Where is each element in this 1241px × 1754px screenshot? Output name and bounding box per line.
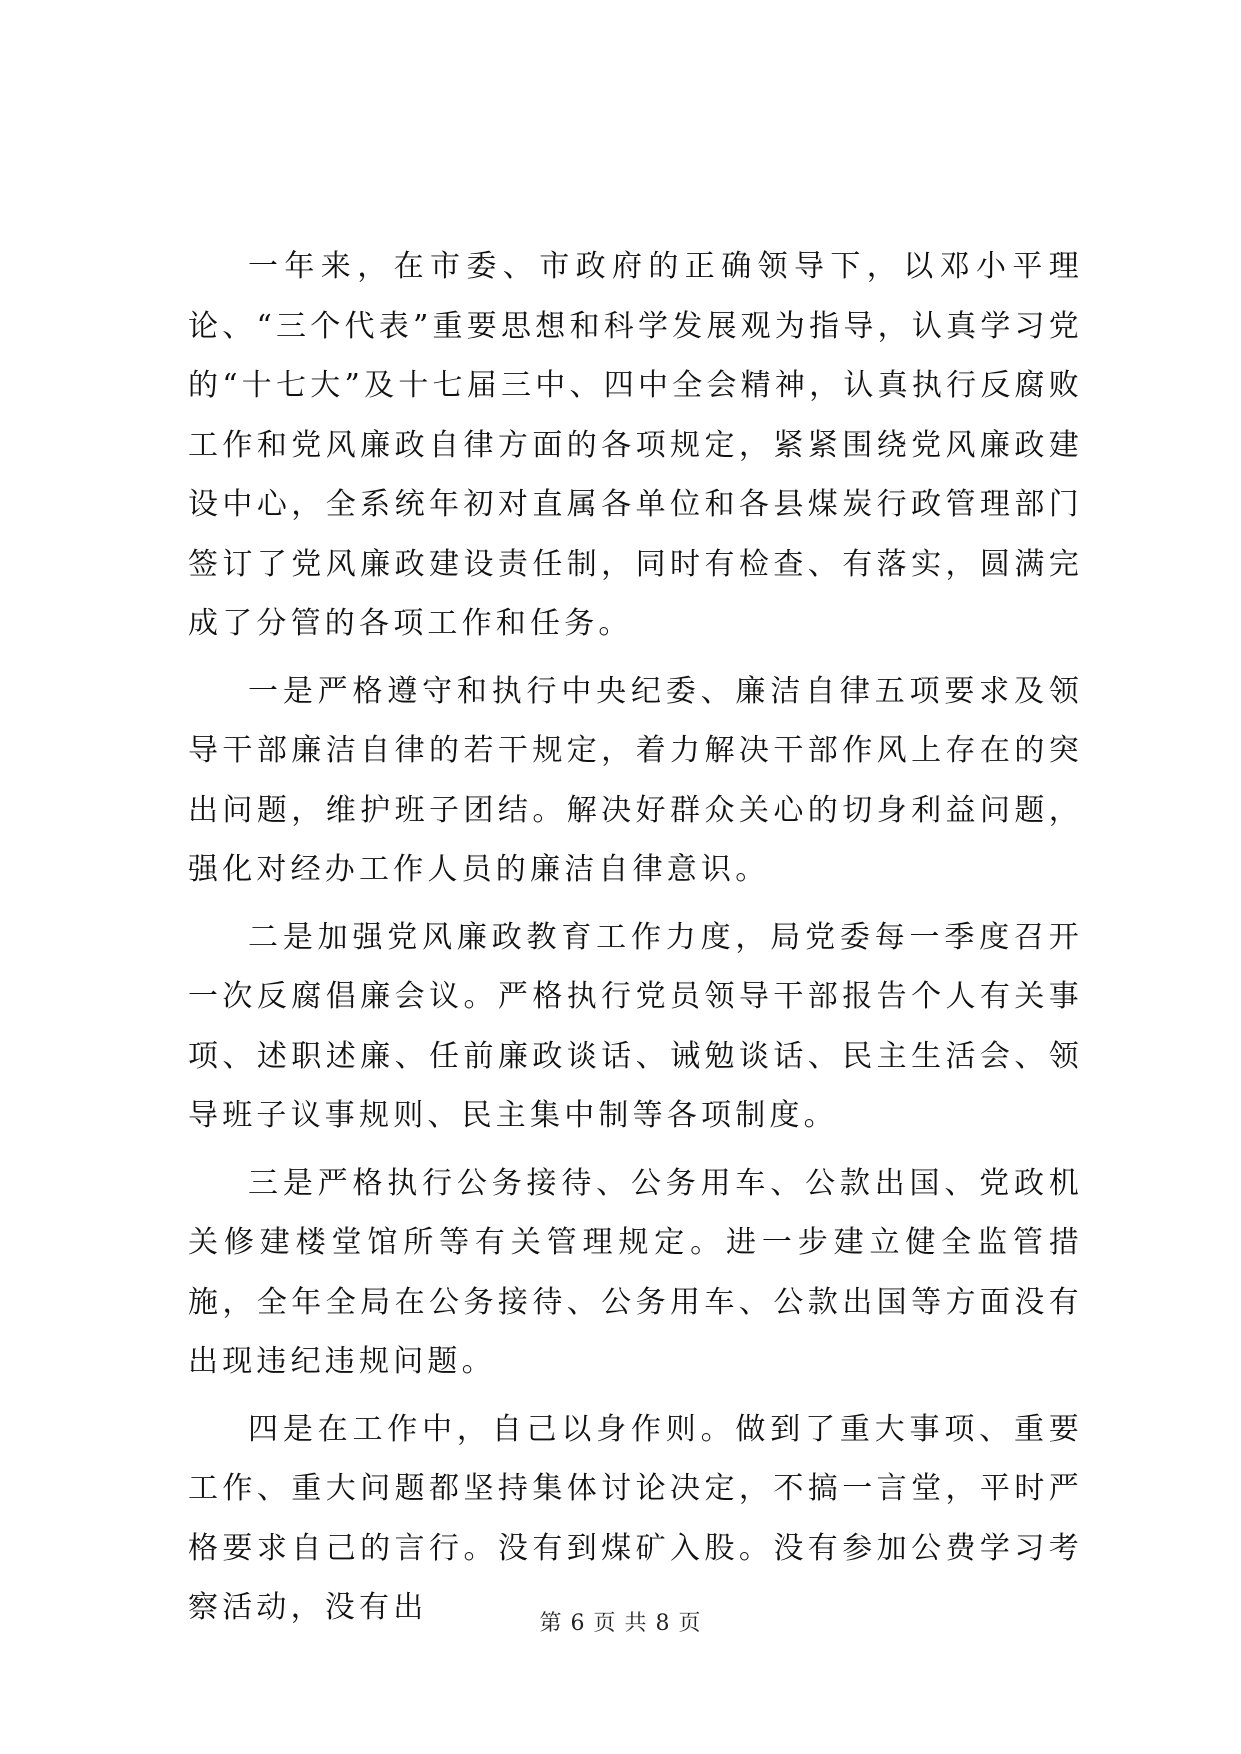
paragraph-point-three: 三是严格执行公务接待、公务用车、公款出国、党政机关修建楼堂馆所等有关管理规定。进一步建立健全监管措施，全年全局在公务接待、公务用车、公款出国等方面没有出现违纪违规问题。 (188, 1165, 1083, 1379)
page-number-footer: 第 6 页 共 8 页 (539, 1611, 702, 1636)
document-body (188, 237, 1083, 1646)
paragraph-intro: 一年来，在市委、市政府的正确领导下，以邓小平理论、“三个代表”重要思想和科学发展观为指导，认真学习党的“十七大”及十七届三中、四中全会精神，认真执行反腐败工作和党风廉政自律方面的各项规定，紧紧围绕党风廉政建设中心，全系统年初对直属各单位和各县煤炭行政管理部门签订了党风廉政建设责任制，同时有检查、有落实，圆满完成了分管的各项工作和任务。 (188, 249, 1083, 641)
paragraph-point-one: 一是严格遵守和执行中央纪委、廉洁自律五项要求及领导干部廉洁自律的若干规定，着力解决干部作风上存在的突出问题，维护班子团结。解决好群众关心的切身利益问题，强化对经办工作人员的廉洁自律意识。 (188, 673, 1083, 887)
paragraph-point-four: 四是在工作中，自己以身作则。做到了重大事项、重要工作、重大问题都坚持集体讨论决定，不搞一言堂，平时严格要求自己的言行。没有到煤矿入股。没有参加公费学习考察活动，没有出 (188, 1411, 1083, 1625)
paragraph-point-two: 二是加强党风廉政教育工作力度，局党委每一季度召开一次反腐倡廉会议。严格执行党员领导干部报告个人有关事项、述职述廉、任前廉政谈话、诫勉谈话、民主生活会、领导班子议事规则、民主集中制等各项制度。 (188, 919, 1083, 1133)
